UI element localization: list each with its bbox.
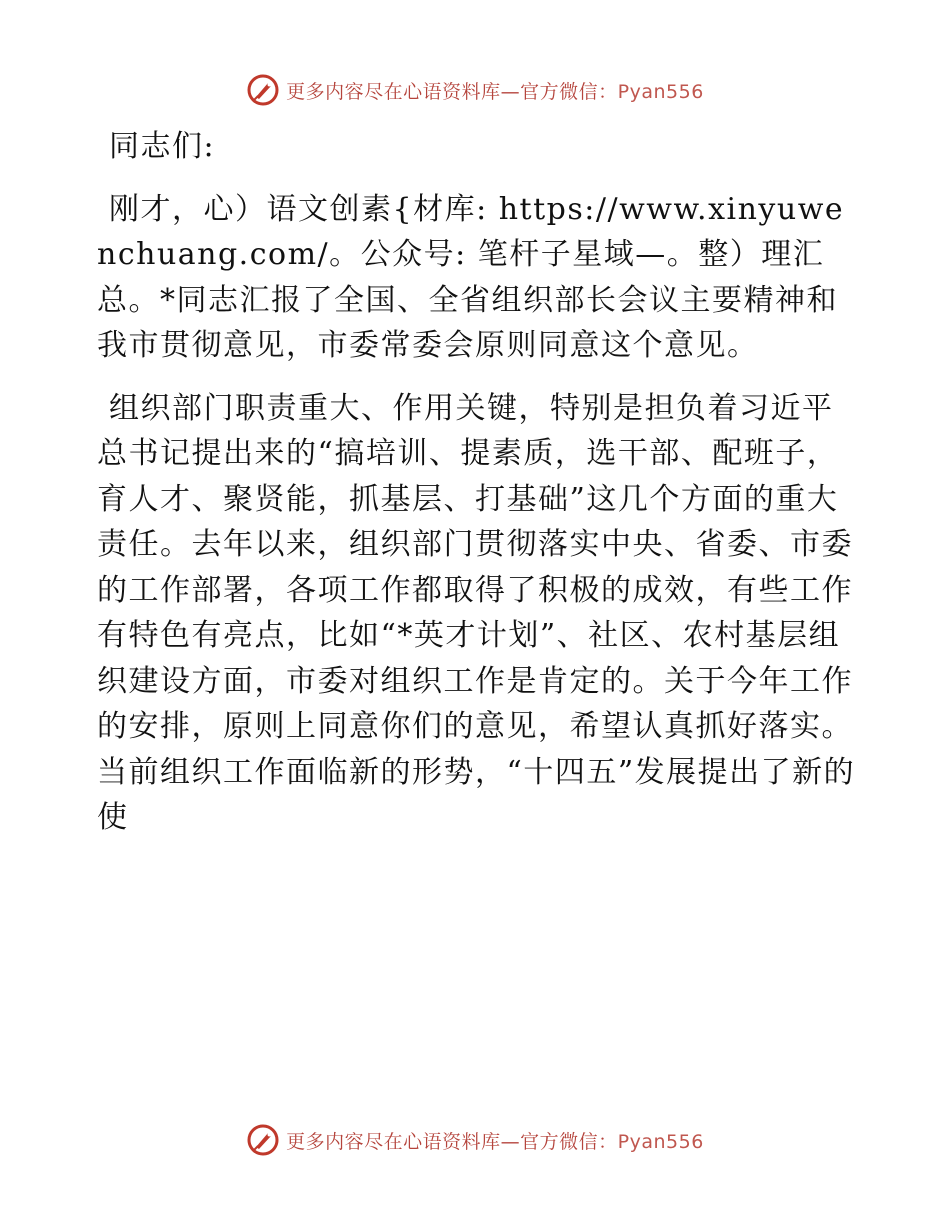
pen-nib-logo-icon [246, 1123, 280, 1157]
banner-text: 更多内容尽在心语资料库—官方微信：Pyan556 [286, 1130, 704, 1153]
banner-text: 更多内容尽在心语资料库—官方微信：Pyan556 [286, 80, 704, 103]
greeting: 同志们: [109, 129, 216, 164]
wechat-id: Pyan556 [617, 1130, 704, 1153]
paragraph-1: 刚才，心）语文创素{材库: https://www.xinyuwenchuang.com/。公众号: 笔杆子星域—。整）理汇总。*同志汇报了全国、全省组织部长会议主要精神和我市贯彻意见，市委常委会原则同意这个意见。 [97, 191, 845, 363]
wechat-id: Pyan556 [617, 80, 704, 103]
header-watermark-banner [0, 70, 950, 110]
pen-nib-logo-icon [246, 73, 280, 107]
footer-watermark-banner [0, 1120, 950, 1160]
paragraph-2: 组织部门职责重大、作用关键，特别是担负着习近平总书记提出来的“搞培训、提素质，选干部、配班子，育人才、聚贤能，抓基层、打基础”这几个方面的重大责任。去年以来，组织部门贯彻落实中央、省委、市委的工作部署，各项工作都取得了积极的成效，有些工作有特色有亮点，比如“*英才计划”、社区、农村基层组织建设方面，市委对组织工作是肯定的。关于今年工作的安排，原则上同意你们的意见，希望认真抓好落实。当前组织工作面临新的形势，“十四五”发展提出了新的使 [97, 390, 856, 835]
document-body [97, 124, 857, 841]
